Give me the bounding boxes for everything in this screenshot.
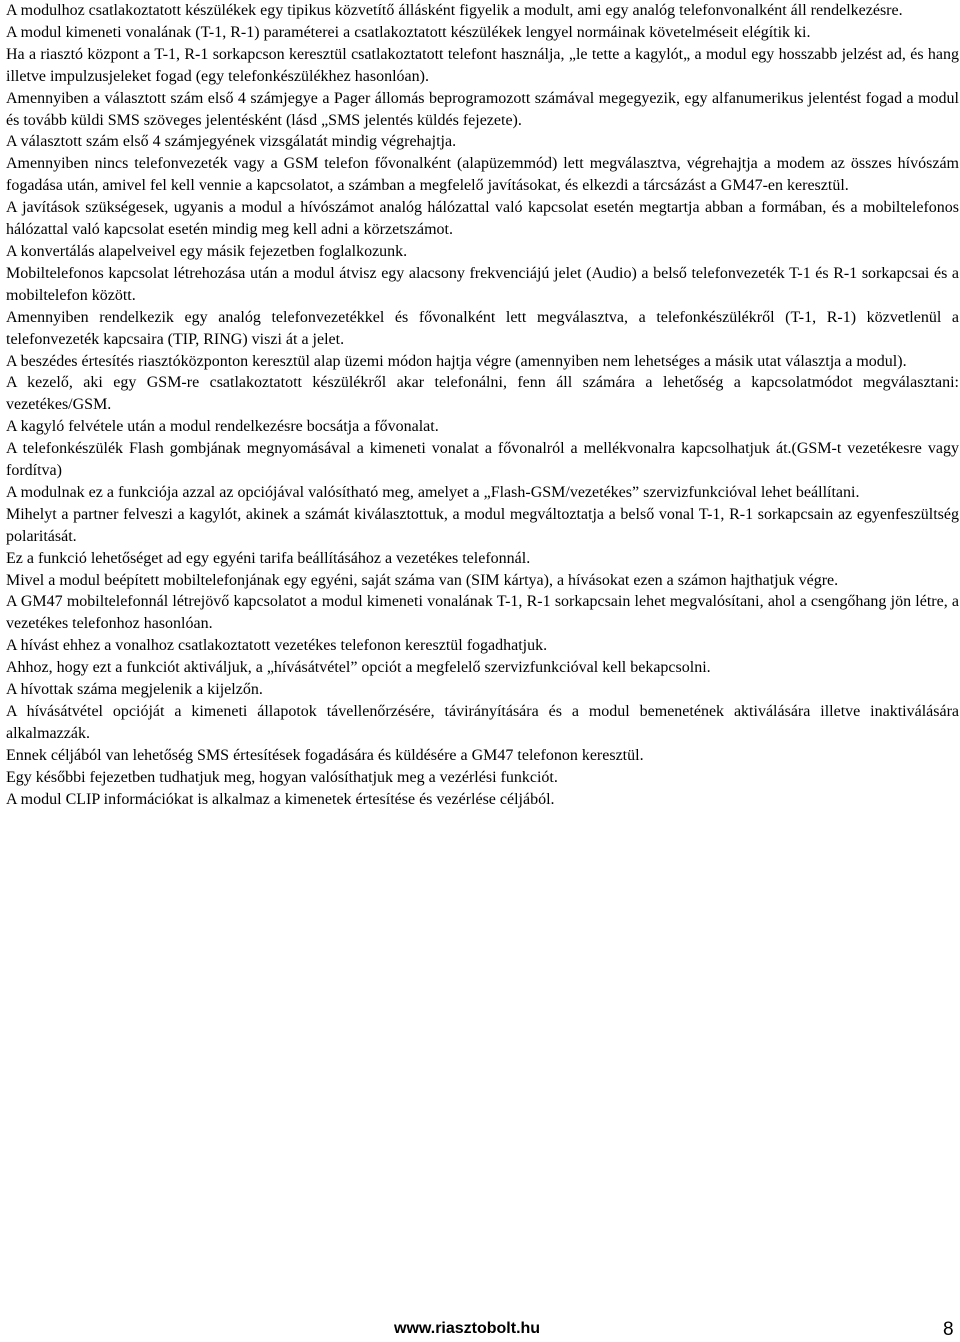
paragraph: A kagyló felvétele után a modul rendelkezésre bocsátja a fővonalat. [6,418,439,436]
paragraph: A hívásátvétel opcióját a kimeneti állapotok távellenőrzésére, távirányítására és a modul bemenetének aktiválására illetve inaktiválására alkalmazzák. [6,703,959,742]
paragraph: A GM47 mobiltelefonnál létrejövő kapcsolatot a modul kimeneti vonalának T-1, R-1 sorkapcsain lehet megvalósítani, ahol a csengőhang jön létre, a vezetékes telefonhoz hasonlóan. [6,593,959,633]
paragraph: A hívást ehhez a vonalhoz csatlakoztatott vezetékes telefonon keresztül fogadhatjuk. [6,637,548,655]
paragraph: A konvertálás alapelveivel egy másik fejezetben foglalkozunk. [6,242,408,260]
paragraph: Ahhoz, hogy ezt a funkciót aktiváljuk, a „hívásátvétel” opciót a megfelelő szervizfunkcióval kell bekapcsolni. [6,659,711,677]
paragraph: Amennyiben rendelkezik egy analóg telefonvezetékkel és fővonalként lett megválasztva, a telefonkészülékről (T-1, R-1) közvetlenül a telefonvezeték kapcsaira (TIP, RING) viszi át a jelet. [6,308,959,348]
paragraph: A modul CLIP információkat is alkalmaz a kimenetek értesítése és vezérlése céljából. [6,790,555,808]
paragraph: Mihelyt a partner felveszi a kagylót, akinek a számát kiválasztottuk, a modul megváltoztatja a belső vonal T-1, R-1 sorkapcsain az egyenfeszültség polaritását. [6,505,959,545]
paragraph: A beszédes értesítés riasztóközponton keresztül alap üzemi módon hajtja végre (amennyiben nem lehetséges a másik utat választja a modul). [6,352,907,370]
paragraph: A javítások szükségesek, ugyanis a modul a hívószámot analóg hálózattal való kapcsolat esetén megtartja abban a formában, és a mobiltelefonos hálózattal való kapcsolat esetén mindig meg kell adni a körzetszámot. [6,199,959,239]
paragraph: A modulnak ez a funkciója azzal az opciójával valósítható meg, amelyet a „Flash-GSM/vezetékes” szervizfunkcióval lehet beállítani. [6,483,860,501]
paragraph: Amennyiben a választott szám első 4 számjegye a Pager állomás beprogramozott számával megegyezik, egy alfanumerikus jelentést fogad a modul és tovább küldi SMS szöveges jelentésként (lásd „SMS jelentés küldés fejezete). [6,89,959,129]
paragraph: Mobiltelefonos kapcsolat létrehozása után a modul átvisz egy alacsony frekvenciájú jelet (Audio) a belső telefonvezeték T-1 és R-1 sorkapcsai és a mobiltelefon között. [6,264,959,304]
paragraph: A hívottak száma megjelenik a kijelzőn. [6,681,263,699]
paragraph: Ez a funkció lehetőséget ad egy egyéni tarifa beállításához a vezetékes telefonnál. [6,549,531,567]
paragraph: A modulhoz csatlakoztatott készülékek egy tipikus közvetítő állásként figyelik a modult, ami egy analóg telefonvonalként áll rendelkezésre. [6,2,903,19]
paragraph: A telefonkészülék Flash gombjának megnyomásával a kimeneti vonalat a fővonalról a mellékvonalra kapcsolhatjuk át.(GSM-t vezetékesre vagy fordítva) [6,440,959,480]
paragraph: Amennyiben nincs telefonvezeték vagy a GSM telefon fővonalként (alapüzemmód) lett megválasztva, végrehajtja a modem az összes hívószám fogadása után, amivel fel kell vennie a kapcsolatot, a számban a megfelelő javításokat, és elkezdi a tárcsázást a GM47-en keresztül. [6,155,959,195]
document-body [6,0,959,811]
paragraph: A választott szám első 4 számjegyének vizsgálatát mindig végrehajtja. [6,133,457,151]
paragraph: Ennek céljából van lehetőség SMS értesítések fogadására és küldésére a GM47 telefonon keresztül. [6,746,644,764]
paragraph: Mivel a modul beépített mobiltelefonjának egy egyéni, saját száma van (SIM kártya), a hívásokat ezen a számon hajthatjuk végre. [6,571,839,589]
paragraph: A modul kimeneti vonalának (T-1, R-1) paraméterei a csatlakoztatott készülékek lengyel normáinak követelméseit elégítik ki. [6,23,811,41]
page-number: 8 [943,1319,954,1340]
paragraph: Ha a riasztó központ a T-1, R-1 sorkapcson keresztül csatlakoztatott telefont használja, „le tette a kagylót„ a modul egy hosszabb jelzést ad, és hang illetve impulzusjeleket fogad (egy telefonkészülékhez hasonlóan). [6,45,959,85]
paragraph: Egy későbbi fejezetben tudhatjuk meg, hogyan valósíthatjuk meg a vezérlési funkciót. [6,768,558,786]
paragraph: A kezelő, aki egy GSM-re csatlakoztatott készülékről akar telefonálni, fenn áll számára a lehetőség a kapcsolatmódot megválasztani: vezetékes/GSM. [6,374,959,414]
footer-url: www.riasztobolt.hu [394,1320,541,1337]
